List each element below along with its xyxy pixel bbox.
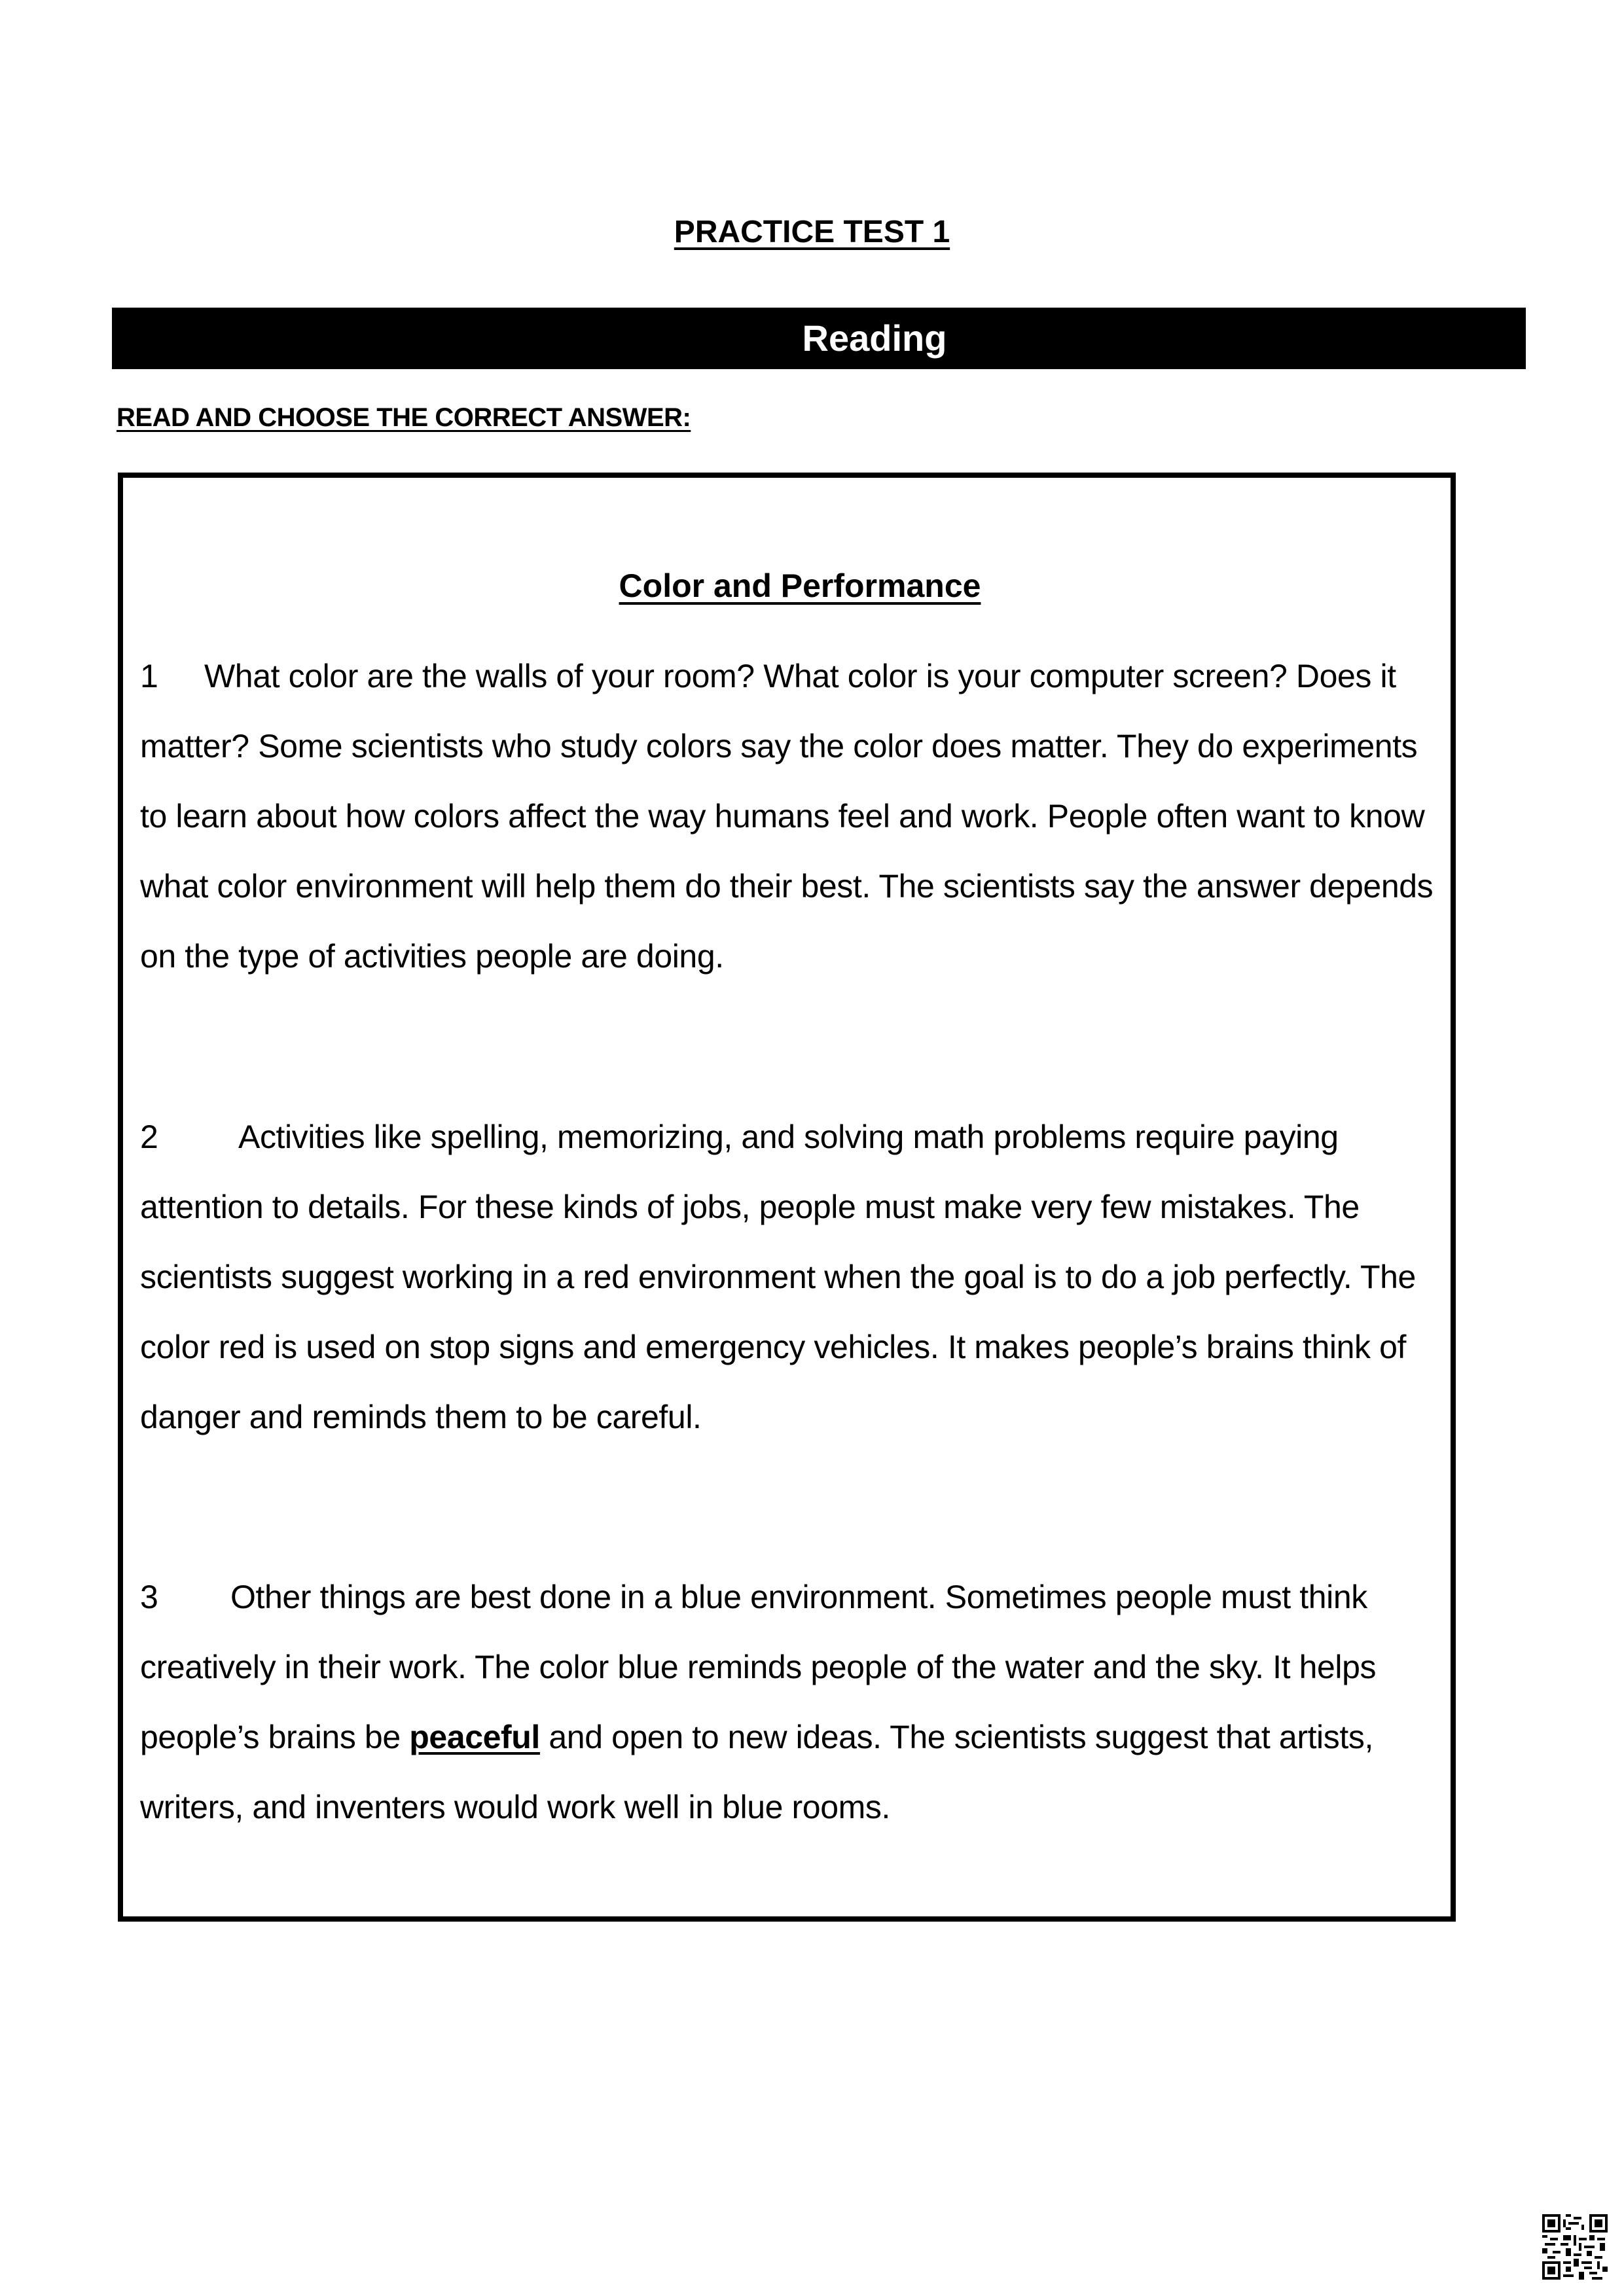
qr-code-icon xyxy=(1542,2214,1608,2280)
paragraph-number: 1 xyxy=(140,658,158,694)
vocabulary-keyword: peaceful xyxy=(409,1719,540,1755)
paragraph-number: 2 xyxy=(140,1119,158,1155)
paragraph-text-before: Other things are best done in a blue environment. Sometimes people must think creatively in their work. The color blue reminds people of the water and the sky. It helps people’s brains be xyxy=(140,1579,1377,1755)
page-title: PRACTICE TEST 1 xyxy=(674,215,950,249)
paragraph-1 xyxy=(140,641,1443,992)
paragraph-3 xyxy=(140,1562,1443,1842)
paragraph-text: Activities like spelling, memorizing, and solving math problems require paying attention to details. For these kinds of jobs, people must make very few mistakes. The scientists suggest working in a red environment when the goal is to do a job perfectly. The color red is used on stop signs and emergency vehicles. It makes people’s brains think of danger and reminds them to be careful. xyxy=(140,1119,1416,1435)
paragraph-text-after: and open to new ideas. The scientists suggest that artists, writers, and inventers would work well in blue rooms. xyxy=(140,1719,1373,1825)
passage-box xyxy=(118,473,1456,1922)
section-header: Reading xyxy=(112,308,1526,369)
passage-title: Color and Performance xyxy=(619,567,981,604)
paragraph-2 xyxy=(140,1102,1443,1452)
paragraph-number: 3 xyxy=(140,1579,158,1615)
instructions: READ AND CHOOSE THE CORRECT ANSWER: xyxy=(117,403,691,432)
paragraph-text: What color are the walls of your room? What color is your computer screen? Does it matter? Some scientists who study colors say the color does matter. They do experiments to learn about how colors affect the way humans feel and work. People often want to know what color environment will help them do their best. The scientists say the answer depends on the type of activities people are doing. xyxy=(140,658,1434,975)
